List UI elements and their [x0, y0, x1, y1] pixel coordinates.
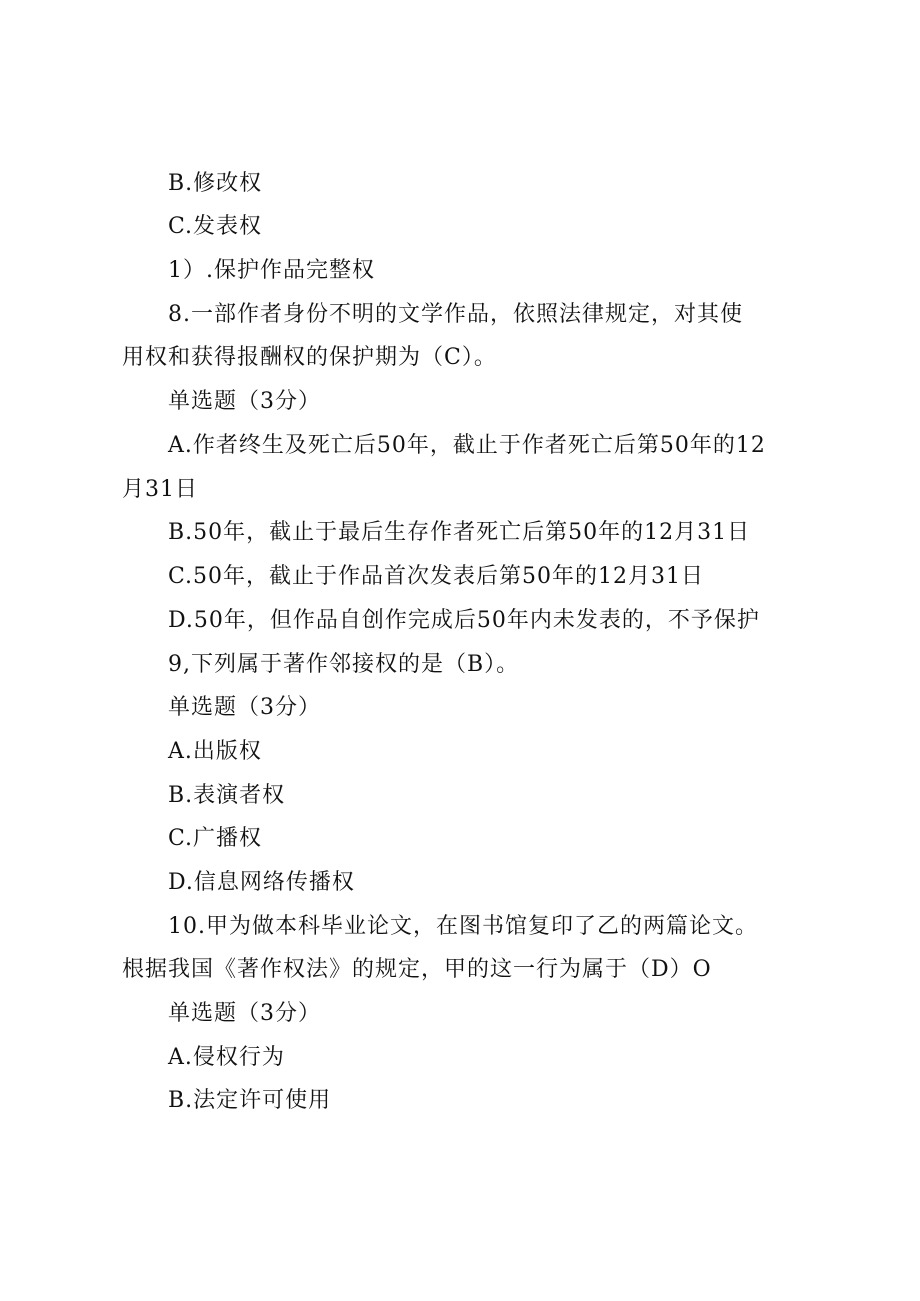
question-text: 8.一部作者身份不明的文学作品，依照法律规定，对其使 [168, 302, 743, 327]
option-text: B.修改权 [168, 171, 263, 196]
option-text: B.50年，截止于最后生存作者死亡后第50年的12月31日 [168, 520, 751, 545]
option-text: C.发表权 [168, 214, 263, 239]
question-text: 用权和获得报酬权的保护期为（C）。 [122, 345, 497, 370]
option-text: C.广播权 [168, 826, 263, 851]
question-text: 根据我国《著作权法》的规定，甲的这一行为属于（D）O [122, 957, 712, 982]
option-text: B.法定许可使用 [168, 1088, 332, 1113]
option-text: A.出版权 [168, 739, 262, 764]
question-text: 10.甲为做本科毕业论文，在图书馆复印了乙的两篇论文。 [168, 914, 758, 939]
question-text: 9,下列属于著作邻接权的是（B）。 [168, 652, 520, 677]
option-text: A.作者终生及死亡后50年，截止于作者死亡后第50年的12 [168, 433, 766, 458]
option-text: A.侵权行为 [168, 1045, 285, 1070]
option-text: C.50年，截止于作品首次发表后第50年的12月31日 [168, 564, 705, 589]
option-text: 1）.保护作品完整权 [168, 258, 375, 283]
option-text: D.信息网络传播权 [168, 870, 355, 895]
question-type-label: 单选题（3分） [168, 389, 321, 414]
option-text: B.表演者权 [168, 783, 286, 808]
question-type-label: 单选题（3分） [168, 1001, 321, 1026]
option-text: 月31日 [122, 477, 198, 502]
question-type-label: 单选题（3分） [168, 695, 321, 720]
option-text: D.50年，但作品自创作完成后50年内未发表的，不予保护 [168, 608, 760, 633]
